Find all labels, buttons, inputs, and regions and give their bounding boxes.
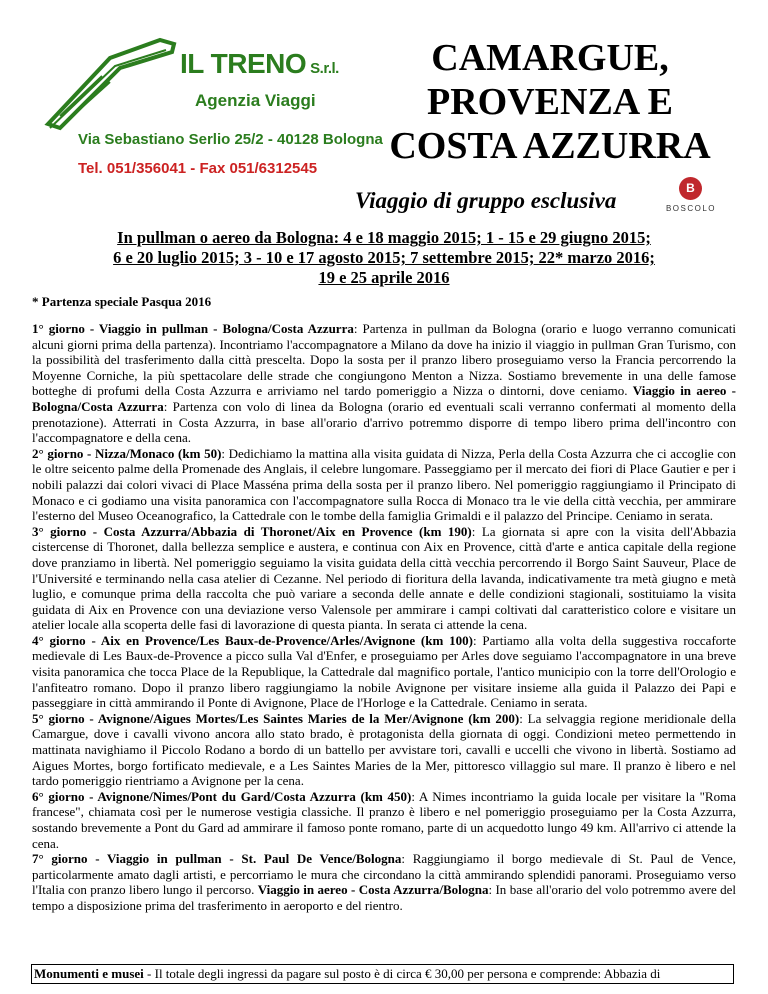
agency-logo	[40, 28, 383, 193]
boscolo-text: BOSCOLO	[665, 204, 717, 213]
day-paragraph: 3° giorno - Costa Azzurra/Abbazia di Thoronet/Aix en Provence (km 190): La giornata si apre con la visita dell'Abbazia cistercense di Thoronet, dalla bellezza semplice e austera, e continua con Aix en Provence, città d'arte e antica capitale della regione dove pranziamo in libertà. Nel pomeriggio seguiamo la visita guidata della città vecchia percorrendo il Borgo Saint Sauveur, Place de l'Université e terminando nella casa atelier di Cezanne. Nel periodo di fioritura della lavanda, indicativamente tra metà giugno e metà luglio, e comunque prima della raccolta che può variare a seconda delle annate e delle condizioni stagionali, sostituiamo la visita guidata di Aix en Provence con una deviazione verso Valensole per ammirare i campi coltivati dal caratteristico colore e visitare un atelier locale alla scoperta delle fasi di lavorazione di questa pianta. In serata ci attende la cena.	[32, 523, 736, 633]
trip-subtitle: Viaggio di gruppo esclusiva	[355, 188, 617, 213]
day-paragraph: 6° giorno - Avignone/Nimes/Pont du Gard/Costa Azzurra (km 450): A Nimes incontriamo la guida locale per visitare la "Roma francese", chiamata così per le numerose vestigia classiche. Il pranzo è libero e nel pomeriggio proseguiamo per la Costa Azzurra, sostando brevemente a Pont du Gard ad ammirare il famoso ponte romano, parte di un acquedotto lungo 49 km. All'arrivo ci attende la cena.	[32, 788, 736, 851]
special-departure-note: * Partenza speciale Pasqua 2016	[32, 294, 212, 309]
day-paragraph: 1° giorno - Viaggio in pullman - Bologna/Costa Azzurra: Partenza in pullman da Bologna (orario e luogo verranno comunicati alcuni giorni prima della partenza). Incontriamo l'accompagnatore a Milano da dove ha inizio il viaggio in pullman Gran Turismo, con la possibilità del trasferimento dalla città prescelta. Dopo la sosta per il pranzo libero proseguiamo verso la Francia percorrendo la Moyenne Corniche, la più spettacolare delle strade che congiungono Menton a Nizza. Sostiamo brevemente in una delle famose botteghe di profumi della Costa Azzurra e arriviamo nel tardo pomeriggio a Nizza o dintorni, dove ceniamo. Viaggio in aereo - Bologna/Costa Azzurra: Partenza con volo di linea da Bologna (orario ed eventuali scali verranno confermati al momento della prenotazione). Atterrati in Costa Azzurra, in base all'orario d'arrivo potremmo disporre di tempo libero prima dell'incontro con l'accompagnatore e della cena.	[32, 321, 736, 446]
agency-name: IL TRENO S.r.l.	[180, 48, 339, 79]
page-title: CAMARGUE, PROVENZA E COSTA AZZURRA	[389, 37, 711, 167]
boscolo-logo	[653, 177, 733, 217]
day-paragraph: 2° giorno - Nizza/Monaco (km 50): Dedichiamo la mattina alla visita guidata di Nizza, Perla della Costa Azzurra che ci accoglie con le oltre seicento palme della Promenade des Anglais, il celebre lungomare. Passeggiamo per il mercato dei fiori di Place Gautier e per i nobili palazzi dai colori vivaci di Place Masséna prima della sosta per il pranzo libero. Nel pomeriggio raggiungiamo il Principato di Monaco e ci godiamo una visita panoramica con l'accompagnatore sulla Rocca di Monaco tra le vie della città vecchia, per ammirare l'esterno del Museo Oceanografico, la Cattedrale con le tombe della famiglia Grimaldi e il palazzo del Principe. Ceniamo in serata.	[32, 445, 736, 524]
agency-address: Via Sebastiano Serlio 25/2 - 40128 Bologna	[78, 131, 383, 148]
day-paragraph: 4° giorno - Aix en Provence/Les Baux-de-Provence/Arles/Avignone (km 100): Partiamo alla volta della suggestiva roccaforte medievale di Les Baux-de-Provence a picco sulla Val d'Enfer, e proseguiamo per Arles dove seguiamo l'accompagnatore in una breve visita panoramica che tocca Place de la Republique, la Cattedrale dal magnifico portale, l'antico municipio con la torre dell'Orologio e l'anfiteatro romano. Dopo il pranzo libero raggiungiamo la nobile Avignone per visitare insieme alla guida il Palazzo dei Papi e passeggiare in città ammirando il Ponte di Avignone, Place de l'Horloge e la Cattedrale. Ceniamo in serata.	[32, 632, 736, 711]
boscolo-badge-icon: B	[679, 177, 702, 200]
day-paragraph: 5° giorno - Avignone/Aigues Mortes/Les Saintes Maries de la Mer/Avignone (km 200): La selvaggia regione meridionale della Camargue, dove i cavalli vivono ancora allo stato brado, è protagonista della giornata di oggi. Condizioni meteo permettendo in mattinata navighiamo il Piccolo Rodano a bordo di un battello per avvistare tori, cavalli e uccelli che vivono in libertà. Sostiamo ad Aigues Mortes, borgo fortificato medievale, e a Les Saintes Maries de la Mer, pittoresco villaggio sul mare. Il pranzo è libero e nel tardo pomeriggio rientriamo a Avignone per la cena.	[32, 710, 736, 789]
agency-phone: Tel. 051/356041 - Fax 051/6312545	[78, 160, 318, 177]
agency-subtitle: Agenzia Viaggi	[195, 91, 316, 110]
day-paragraph: 7° giorno - Viaggio in pullman - St. Paul De Vence/Bologna: Raggiungiamo il borgo medievale di St. Paul de Vence, particolarmente amato dagli artisti, e percorriamo le mura che circondano la città ammirando splendidi panorami. Proseguiamo verso l'Italia con pranzo libero lungo il percorso. Viaggio in aereo - Costa Azzurra/Bologna: In base all'orario del volo potremmo avere del tempo a disposizione prima del trasferimento in aeroporto e del rientro.	[32, 851, 736, 913]
itinerary	[32, 321, 736, 914]
monuments-box: Monumenti e musei - Il totale degli ingressi da pagare sul posto è di circa € 30,00 per persona e comprende: Abbazia di	[31, 964, 734, 984]
departure-dates: In pullman o aereo da Bologna: 4 e 18 maggio 2015; 1 - 15 e 29 giugno 2015; 6 e 20 luglio 2015; 3 - 10 e 17 agosto 2015; 7 settembre 2015; 22* marzo 2016; 19 e 25 aprile 2016	[113, 228, 655, 287]
train-logo-icon	[40, 28, 180, 138]
